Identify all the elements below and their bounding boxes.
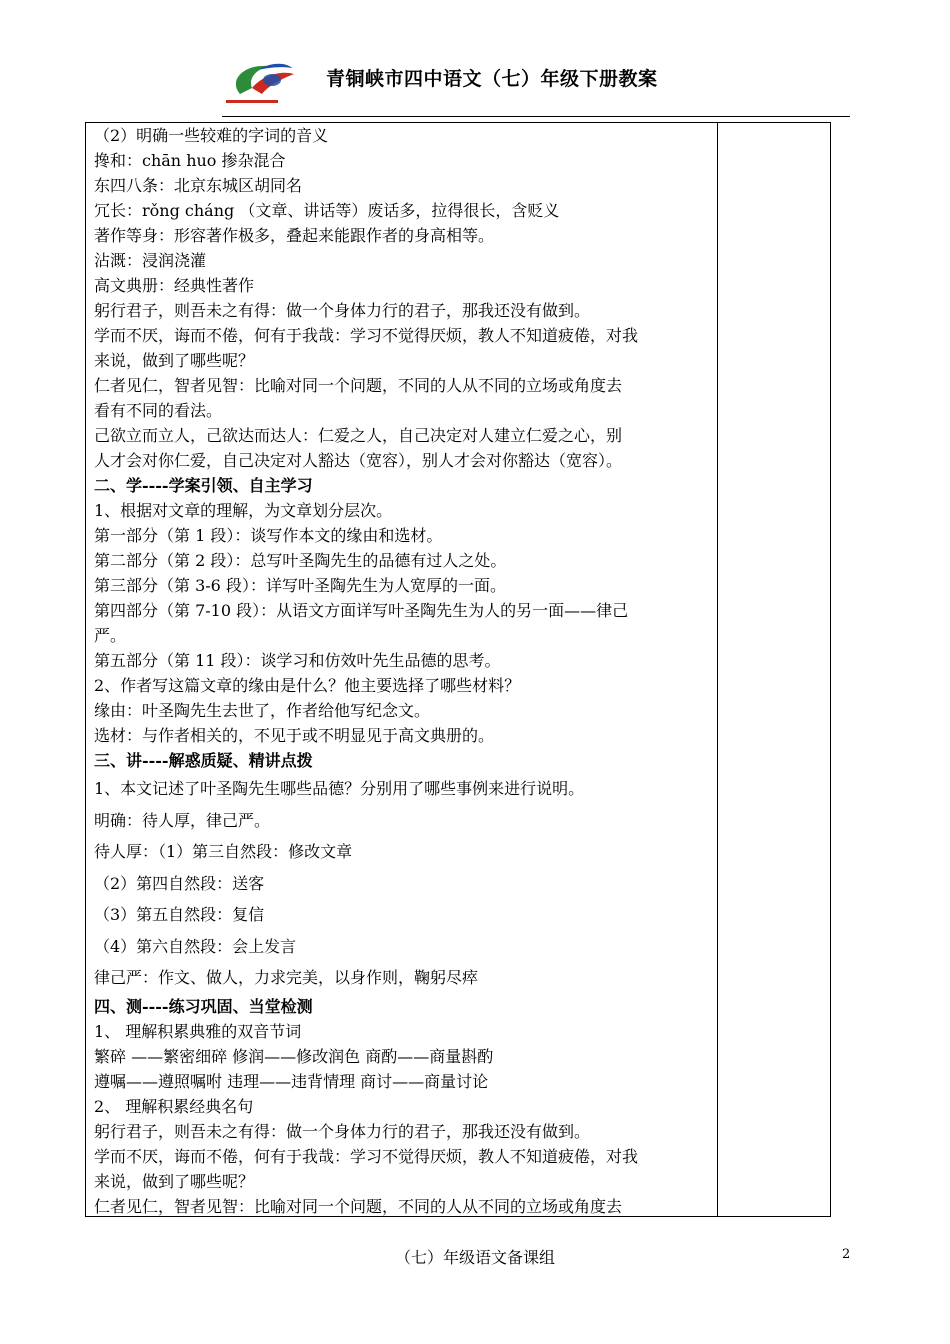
content-line: 律己严：作文、做人，力求完美，以身作则，鞠躬尽瘁 — [94, 968, 479, 987]
section-heading: 二、学----学案引领、自主学习 — [94, 476, 313, 495]
content-line: 躬行君子，则吾未之有得：做一个身体力行的君子，那我还没有做到。 — [94, 301, 591, 320]
content-line: 冗长：rǒng cháng （文章、讲话等）废话多，拉得很长，含贬义 — [94, 201, 560, 220]
content-line: 仁者见仁，智者见智：比喻对同一个问题，不同的人从不同的立场或角度去 — [94, 376, 623, 395]
content-line: 学而不厌，诲而不倦，何有于我哉：学习不觉得厌烦，教人不知道疲倦，对我 — [94, 326, 639, 345]
table-column-divider — [717, 123, 718, 1216]
content-line: 繁碎 ——繁密细碎 修润——修改润色 商酌——商量斟酌 — [94, 1046, 494, 1066]
content-line: （3）第五自然段：复信 — [94, 905, 265, 924]
content-line: 2、 理解积累经典名句 — [94, 1096, 254, 1116]
content-line: 己欲立而立人，己欲达而达人：仁爱之人，自己决定对人建立仁爱之心，别 — [94, 426, 623, 445]
content-line: 沾溉：浸润浇灌 — [94, 251, 207, 270]
content-line: 人才会对你仁爱，自己决定对人豁达（宽容），别人才会对你豁达（宽容）。 — [94, 451, 623, 470]
content-line: 2、作者写这篇文章的缘由是什么？他主要选择了哪些材料？ — [94, 676, 521, 695]
content-line: 看有不同的看法。 — [94, 401, 223, 420]
school-logo — [222, 58, 300, 110]
content-line: （2）明确一些较难的字词的音义 — [94, 126, 329, 145]
content-line: 第四部分（第 7-10 段）：从语文方面详写叶圣陶先生为人的另一面——律己 — [94, 601, 629, 620]
header-divider — [222, 116, 850, 117]
content-line: 严。 — [94, 626, 127, 645]
content-line: 遵嘱——遵照嘱咐 违理——违背情理 商讨——商量讨论 — [94, 1071, 489, 1091]
content-line: 明确：待人厚，律己严。 — [94, 810, 271, 830]
content-line: 仁者见仁，智者见智：比喻对同一个问题，不同的人从不同的立场或角度去 — [94, 1196, 623, 1216]
content-line: 第一部分（第 1 段）：谈写作本文的缘由和选材。 — [94, 526, 443, 545]
lesson-plan-table — [85, 122, 831, 1217]
content-line: 第三部分（第 3-6 段）：详写叶圣陶先生为人宽厚的一面。 — [94, 576, 506, 595]
content-line: 待人厚：（1）第三自然段：修改文章 — [94, 842, 353, 861]
content-line: 1、 理解积累典雅的双音节词 — [94, 1021, 302, 1041]
content-line: （4）第六自然段：会上发言 — [94, 936, 297, 956]
content-line: （2）第四自然段：送客 — [94, 873, 265, 893]
content-line: 1、根据对文章的理解，为文章划分层次。 — [94, 501, 393, 520]
content-line: 缘由：叶圣陶先生去世了，作者给他写纪念文。 — [94, 701, 431, 720]
content-line: 学而不厌，诲而不倦，何有于我哉：学习不觉得厌烦，教人不知道疲倦，对我 — [94, 1146, 639, 1166]
content-line: 第二部分（第 2 段）：总写叶圣陶先生的品德有过人之处。 — [94, 551, 507, 570]
section-heading: 三、讲----解惑质疑、精讲点拨 — [94, 751, 313, 770]
content-line: 来说，做到了哪些呢？ — [94, 351, 255, 370]
page-header — [0, 0, 950, 122]
content-line: 著作等身：形容著作极多，叠起来能跟作者的身高相等。 — [94, 226, 495, 245]
content-line: 选材：与作者相关的，不见于或不明显见于高文典册的。 — [94, 726, 495, 745]
content-line: 东四八条：北京东城区胡同名 — [94, 176, 303, 195]
content-line: 来说，做到了哪些呢？ — [94, 1171, 255, 1191]
content-line: 躬行君子，则吾未之有得：做一个身体力行的君子，那我还没有做到。 — [94, 1121, 591, 1141]
lesson-content-cell — [94, 123, 712, 1219]
content-line: 高文典册：经典性著作 — [94, 276, 255, 295]
content-line: 第五部分（第 11 段）：谈学习和仿效叶先生品德的思考。 — [94, 651, 501, 670]
document-title: 青铜峡市四中语文（七）年级下册教案 — [326, 68, 658, 90]
content-line: 搀和：chān huo 掺杂混合 — [94, 151, 286, 170]
page-number: 2 — [842, 1247, 851, 1262]
footer-group-name: （七）年级语文备课组 — [394, 1248, 555, 1267]
section-heading: 四、测----练习巩固、当堂检测 — [94, 996, 313, 1016]
content-line: 1、本文记述了叶圣陶先生哪些品德？分别用了哪些事例来进行说明。 — [94, 779, 585, 798]
